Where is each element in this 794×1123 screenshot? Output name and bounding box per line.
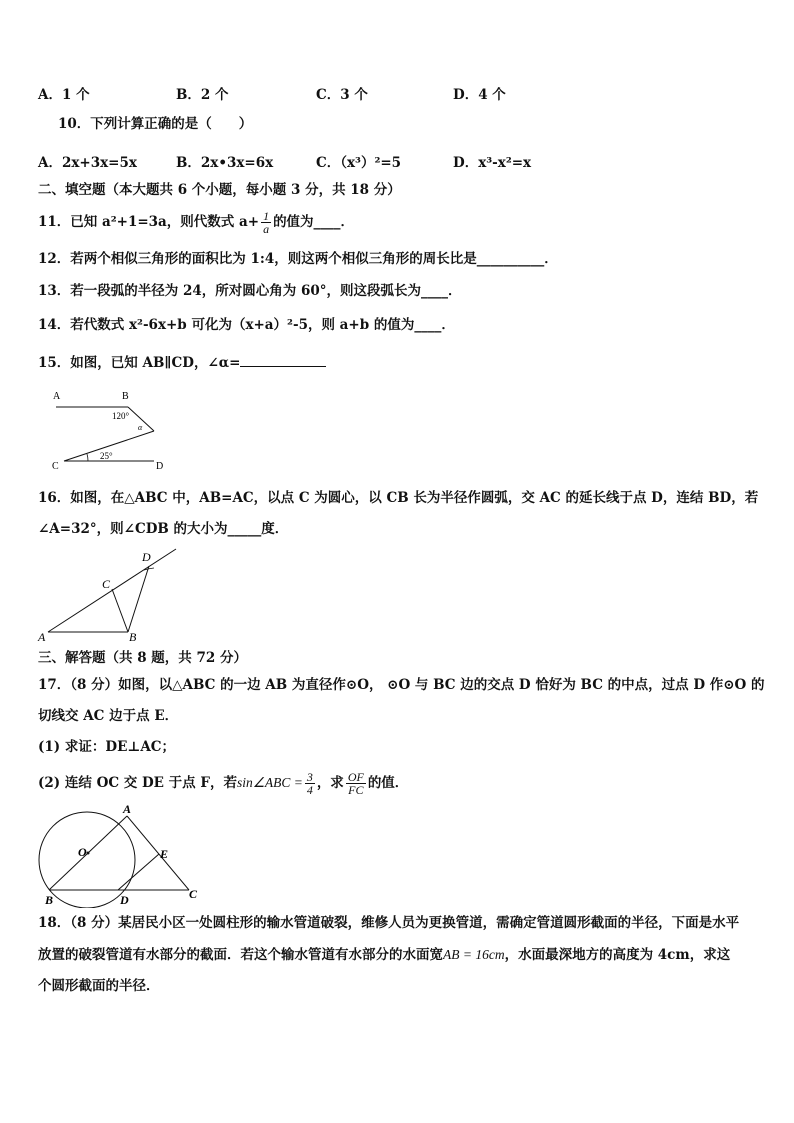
- q16-line1: 16．如图，在△ABC 中，AB=AC，以点 C 为圆心，以 CB 长为半径作圆弧，交 AC 的延长线于点 D，连结 BD，若: [38, 490, 759, 506]
- q12: 12．若两个相似三角形的面积比为 1:4，则这两个相似三角形的周长比是__________．: [38, 251, 558, 267]
- q18-line2: [38, 946, 730, 964]
- q10-stem: 10．下列计算正确的是（ ）: [58, 116, 253, 132]
- label-b: B: [122, 391, 129, 402]
- center-point: [87, 852, 90, 855]
- q15-figure: [48, 388, 178, 474]
- q17-sin-num: 3: [306, 770, 313, 784]
- q18-line2-post: ，水面最深地方的高度为 4cm，求这: [504, 947, 731, 963]
- q17-part2-post: 的值．: [367, 775, 409, 791]
- q17-part2-mid: ，求: [316, 775, 344, 791]
- label-a: A: [123, 804, 132, 816]
- q17-part2: [38, 765, 408, 801]
- segment-cb: [112, 589, 128, 632]
- label-a: A: [53, 391, 61, 402]
- angle-arc-c: [87, 454, 88, 461]
- q18-line2-pre: 放置的破裂管道有水部分的截面．若这个输水管道有水部分的水面宽: [38, 947, 443, 963]
- q17-line2: 切线交 AC 边于点 E．: [38, 708, 179, 724]
- q17-ratio-den: FC: [348, 783, 364, 797]
- q15-stem: [38, 354, 326, 372]
- q15-answer-blank: [240, 354, 326, 367]
- q17-sin-expr: sin∠ABC =: [236, 775, 303, 790]
- q11-frac-den: a: [263, 222, 270, 236]
- q18-line3: 个圆形截面的半径．: [38, 978, 160, 994]
- segment-ac: [127, 816, 189, 890]
- q10-option-c: C．（x³）²=5: [316, 155, 402, 171]
- q16-figure: [36, 546, 186, 646]
- q9-option-b: B．2 个: [176, 87, 229, 103]
- q11-post: 的值为____．: [273, 214, 355, 230]
- label-alpha: α: [138, 423, 143, 432]
- q11: [38, 207, 354, 237]
- segment-bd: [128, 566, 149, 632]
- label-o: O: [78, 845, 87, 859]
- q9-option-a: A．1 个: [38, 87, 90, 103]
- label-120: 120°: [112, 411, 130, 421]
- q17-sin-den: 4: [306, 783, 313, 797]
- label-d: D: [156, 461, 164, 472]
- q17-ratio-fraction: [346, 771, 366, 796]
- q16-line2: ∠A=32°，则∠CDB 的大小为_____度．: [38, 521, 289, 537]
- q11-frac-num: 1: [263, 209, 270, 223]
- q10-option-a: A．2x+3x=5x: [38, 155, 137, 171]
- q17-figure: [32, 804, 207, 908]
- label-b: B: [129, 630, 137, 644]
- q17-part2-pre: (2) 连结 OC 交 DE 于点 F，若: [38, 775, 237, 791]
- q18-line2-math: AB = 16cm: [443, 947, 505, 962]
- segment-ac-extended: [48, 549, 176, 632]
- q13: 13．若一段弧的半径为 24，所对圆心角为 60°，则这段弧长为____．: [38, 283, 462, 299]
- section3-heading: 三、解答题（共 8 题，共 72 分）: [38, 650, 247, 666]
- tangent-de: [118, 854, 159, 890]
- q10-option-d: D．x³-x²=x: [453, 155, 532, 171]
- label-e: E: [160, 847, 169, 861]
- label-c: C: [52, 461, 59, 472]
- q9-option-c: C．3 个: [316, 87, 368, 103]
- q17-part1: (1) 求证：DE⊥AC；: [38, 739, 176, 755]
- section2-heading: 二、填空题（本大题共 6 个小题，每小题 3 分，共 18 分）: [38, 182, 401, 198]
- q14: 14．若代数式 x²-6x+b 可化为（x+a）²-5，则 a+b 的值为____．: [38, 317, 455, 333]
- q15-text: 15．如图，已知 AB∥CD，∠α=: [38, 355, 241, 371]
- label-d: D: [142, 550, 151, 564]
- q18-line1: 18．（8 分）某居民小区一处圆柱形的输水管道破裂，维修人员为更换管道，需确定管道圆形截面的半径，下面是水平: [38, 915, 740, 931]
- q11-pre: 11．已知 a²+1=3a，则代数式 a+: [38, 214, 260, 230]
- q17-line1: 17．（8 分）如图，以△ABC 的一边 AB 为直径作⊙O， ⊙O 与 BC 边的交点 D 恰好为 BC 的中点，过点 D 作⊙O 的: [38, 677, 765, 693]
- label-c: C: [189, 887, 198, 901]
- q17-sin-fraction: [305, 771, 315, 796]
- label-25: 25°: [100, 451, 113, 461]
- label-b: B: [45, 893, 54, 907]
- label-a: A: [38, 630, 46, 644]
- label-d: D: [120, 893, 129, 907]
- q9-option-d: D．4 个: [453, 87, 506, 103]
- q10-option-b: B．2x•3x=6x: [176, 155, 274, 171]
- q11-fraction: [261, 210, 271, 235]
- label-c: C: [102, 577, 111, 591]
- q17-ratio-num: OF: [347, 770, 364, 784]
